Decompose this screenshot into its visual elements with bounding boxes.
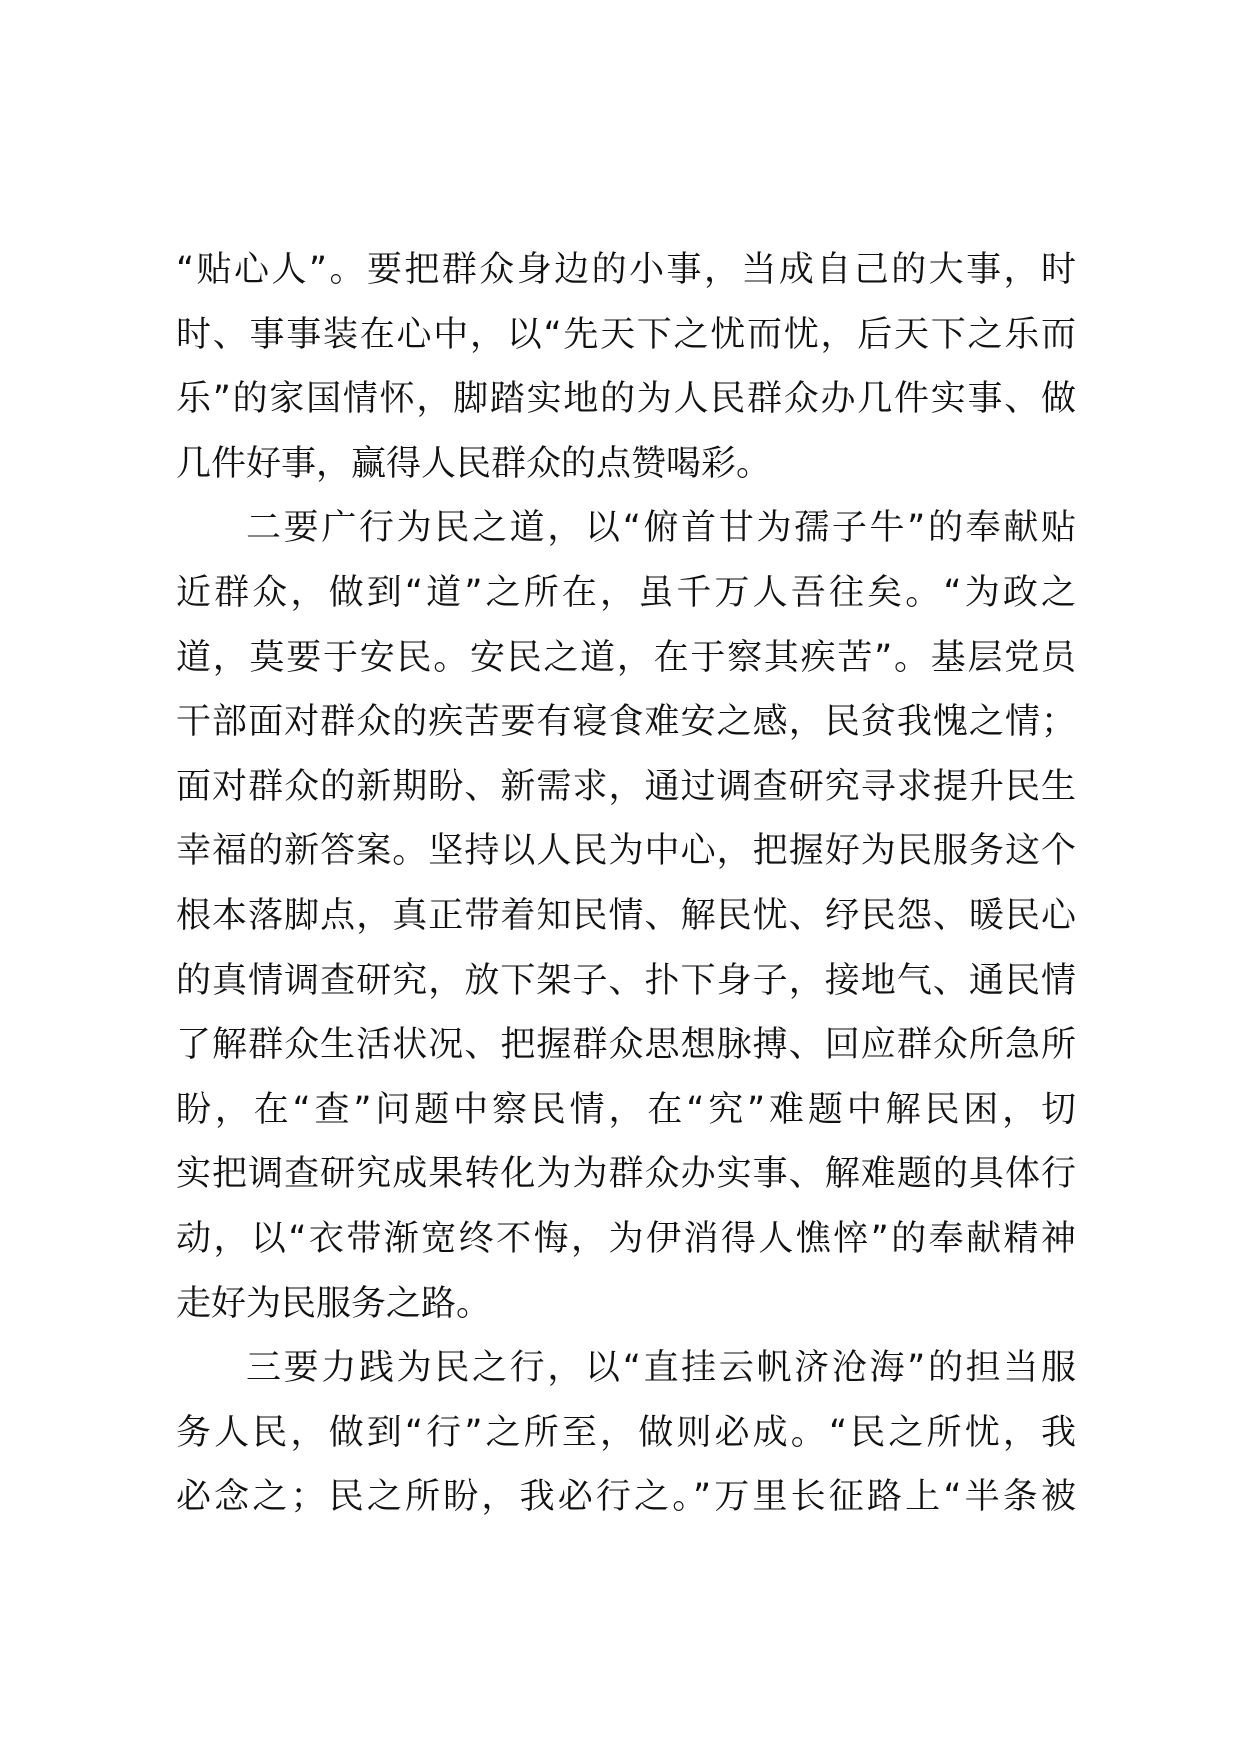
text-line: 面对群众的新期盼、新需求，通过调查研究寻求提升民生	[176, 766, 1076, 807]
text-line: 实把调查研究成果转化为为群众办实事、解难题的具体行	[176, 1154, 1076, 1195]
text-line: 必念之；民之所盼，我必行之。”万里长征路上“半条被	[176, 1477, 1076, 1518]
paragraph-start-line: 三要力践为民之行，以“直挂云帆济沧海”的担当服	[246, 1348, 1076, 1389]
text-line: 时、事事装在心中，以“先天下之忧而忧，后天下之乐而	[176, 314, 1076, 355]
text-line: 务人民，做到“行”之所至，做则必成。“民之所忧，我	[176, 1412, 1076, 1453]
text-line: 近群众，做到“道”之所在，虽千万人吾往矣。“为政之	[176, 572, 1076, 613]
text-line: 干部面对群众的疾苦要有寝食难安之感，民贫我愧之情；	[176, 702, 1076, 743]
text-line: “贴心人”。要把群众身边的小事，当成自己的大事，时	[176, 250, 1076, 290]
body-text	[176, 238, 1076, 1530]
text-line: 盼，在“查”问题中察民情，在“究”难题中解民困，切	[176, 1089, 1076, 1130]
text-line: 根本落脚点，真正带着知民情、解民忧、纾民怨、暖民心	[176, 895, 1076, 936]
text-line: 的真情调查研究，放下架子、扑下身子，接地气、通民情	[176, 960, 1076, 1001]
text-line: 幸福的新答案。坚持以人民为中心，把握好为民服务这个	[176, 831, 1076, 872]
text-line: 了解群众生活状况、把握群众思想脉搏、回应群众所急所	[176, 1025, 1076, 1066]
paragraph-start-line: 二要广行为民之道，以“俯首甘为孺子牛”的奉献贴	[246, 508, 1076, 549]
text-line: 乐”的家国情怀，脚踏实地的为人民群众办几件实事、做	[176, 379, 1076, 420]
paragraph-end-line: 走好为民服务之路。	[176, 1283, 492, 1324]
text-line: 道，莫要于安民。安民之道，在于察其疾苦”。基层党员	[176, 637, 1076, 678]
text-line: 动，以“衣带渐宽终不悔，为伊消得人憔悴”的奉献精神	[176, 1218, 1076, 1259]
paragraph-end-line: 几件好事，赢得人民群众的点赞喝彩。	[176, 443, 772, 484]
